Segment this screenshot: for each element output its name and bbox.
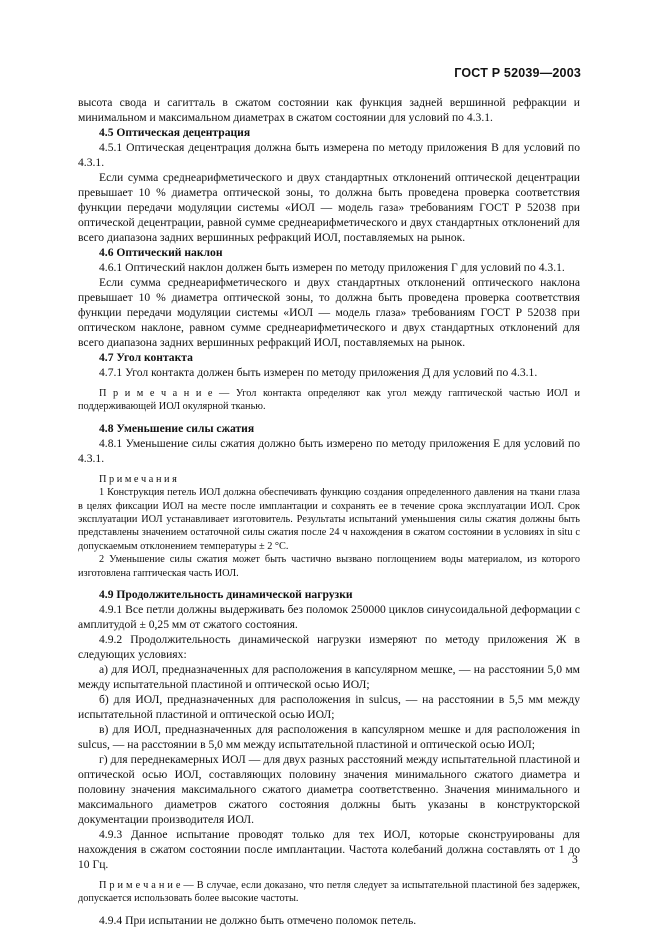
note-label: П р и м е ч а н и е xyxy=(99,388,213,399)
paragraph: 4.6.1 Оптический наклон должен быть измерен по методу приложения Г для условий по 4.3.1. xyxy=(99,261,565,274)
note-text: 1 Конструкция петель ИОЛ должна обеспечивать функцию создания определенного давления на ткани глаза в целях фиксации ИОЛ на месте после имплантации и сохранять ее в течение срока эксплуатации ИОЛ. Срок эксплуатации ИОЛ устанавливает изготовитель. Результаты испытаний уменьшения силы сжатия должны быть представлены значением остаточной силы сжатия после 24 ч нахождения в сжатом состоянии в условиях in situ с допускаемым отклонением температуры ± 2 °С. xyxy=(78,487,580,552)
spacer xyxy=(78,380,580,387)
spacer xyxy=(78,872,580,879)
spacer xyxy=(78,906,580,913)
spacer xyxy=(78,580,580,587)
spacer xyxy=(78,414,580,421)
note xyxy=(78,387,580,414)
section-heading: 4.5 Оптическая децентрация xyxy=(99,126,251,139)
note xyxy=(78,486,580,553)
section-heading: 4.6 Оптический наклон xyxy=(99,246,223,259)
paragraph: 4.7.1 Угол контакта должен быть измерен по методу приложения Д для условий по 4.3.1. xyxy=(99,366,538,379)
section-heading: 4.9 Продолжительность динамической нагрузки xyxy=(99,588,353,602)
spacer xyxy=(78,466,580,473)
note-text: 2 Уменьшение силы сжатия может быть частично вызвано поглощением воды материалом, из которого изготовлена гаптическая часть ИОЛ. xyxy=(78,554,580,579)
paragraph: 4.5.1 Оптическая децентрация должна быть измерена по методу приложения В для условий по 4.3.1. xyxy=(78,141,580,169)
note-text: — Угол контакта определяют как угол между гаптической частью ИОЛ и поддерживающей ИОЛ окулярной тканью. xyxy=(78,388,580,413)
section-heading: 4.8 Уменьшение силы сжатия xyxy=(99,421,255,435)
page-number: 3 xyxy=(572,853,578,866)
paragraph: 4.9.2 Продолжительность динамической нагрузки измеряют по методу приложения Ж в следующих условиях: xyxy=(78,633,580,662)
document-header: ГОСТ Р 52039—2003 xyxy=(454,66,581,80)
document-body xyxy=(78,95,580,928)
note xyxy=(78,879,580,906)
paragraph: 4.9.1 Все петли должны выдерживать без поломок 250000 циклов синусоидальной деформации с амплитудой ± 0,25 мм от сжатого состояния. xyxy=(78,603,580,632)
paragraph: Если сумма среднеарифметического и двух стандартных отклонений оптического наклона превышает 10 % диаметра оптической зоны, то должна быть проведена проверка соответствия функции передачи модуляции системы «ИОЛ — модель глаза» требованиям ГОСТ Р 52038 при оптическом наклоне, равном сумме среднеарифметического и двух стандартных отклонений для всего диапазона задних вершинных рефракций ИОЛ, поставляемых на рынок. xyxy=(78,276,580,349)
paragraph: Если сумма среднеарифметического и двух стандартных отклонений оптической децентрации превышает 10 % диаметра оптической зоны, то должна быть проведена проверка соответствия функции передачи модуляции системы «ИОЛ — модель газа» требованиям ГОСТ Р 52038 при оптической децентрации, равной сумме среднеарифметического и двух стандартных отклонений для всего диапазона задних вершинных рефракций ИОЛ, поставляемых на рынок. xyxy=(78,171,580,244)
paragraph: а) для ИОЛ, предназначенных для расположения в капсулярном мешке, — на расстоянии 5,0 мм между испытательной пластиной и оптической осью ИОЛ; xyxy=(78,663,580,692)
section-heading: 4.7 Угол контакта xyxy=(99,351,193,364)
paragraph: 4.8.1 Уменьшение силы сжатия должно быть измерено по методу приложения Е для условий по 4.3.1. xyxy=(78,436,580,465)
notes-heading: П р и м е ч а н и я xyxy=(99,473,177,485)
paragraph: г) для переднекамерных ИОЛ — для двух разных расстояний между испытательной пластиной и оптической осью ИОЛ, составляющих половину значения минимального сжатого диаметра и половину значения максимального сжатого диаметра соответственно. Значения минимального и максимального диаметров сжатого состояния должны быть указаны в конструкторской документации производителя ИОЛ. xyxy=(78,753,580,827)
note-text: — В случае, если доказано, что петля следует за испытательной пластиной без задержек, допускается использовать более высокие частоты. xyxy=(78,880,580,905)
paragraph: 4.9.3 Данное испытание проводят только для тех ИОЛ, которые сконструированы для нахождения в сжатом состоянии после имплантации. Частота колебаний должна составлять от 1 до 10 Гц. xyxy=(78,828,580,872)
paragraph: в) для ИОЛ, предназначенных для расположения в капсулярном мешке и для расположения in sulcus, — на расстоянии в 5,0 мм между испытательной пластиной и оптической осью ИОЛ; xyxy=(78,723,580,752)
note xyxy=(78,553,580,580)
paragraph: 4.9.4 При испытании не должно быть отмечено поломок петель. xyxy=(99,913,417,927)
paragraph: б) для ИОЛ, предназначенных для расположения in sulcus, — на расстоянии в 5,5 мм между испытательной пластиной и оптической осью ИОЛ; xyxy=(78,693,580,722)
note-label: П р и м е ч а н и е xyxy=(99,880,181,892)
paragraph: высота свода и сагитталь в сжатом состоянии как функция задней вершинной рефракции и минимальном и максимальном диаметрах в сжатом состоянии для условий по 4.3.1. xyxy=(78,96,580,124)
